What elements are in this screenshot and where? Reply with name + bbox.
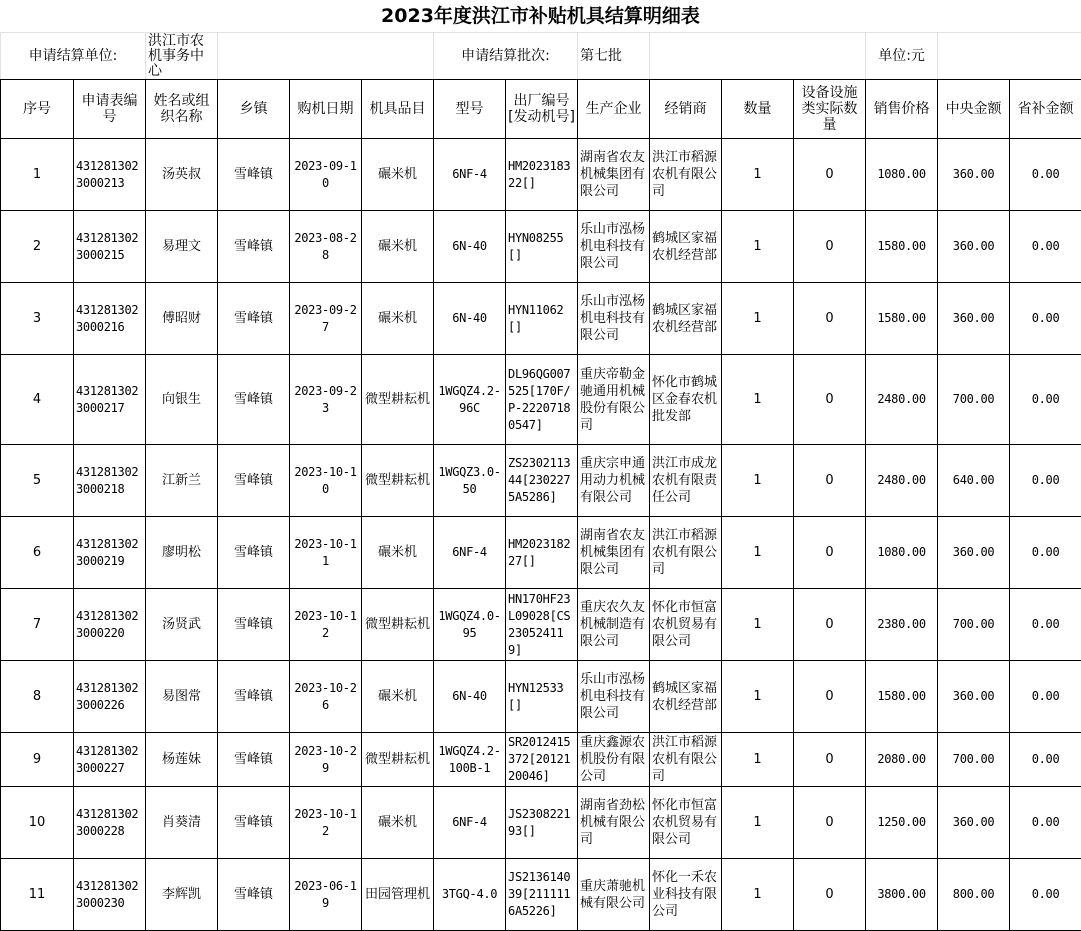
dealer: 鹤城区家福农机经营部 xyxy=(650,211,722,283)
model: 6NF-4 xyxy=(434,787,506,859)
sale-price: 2480.00 xyxy=(866,355,938,445)
facility-quantity: 0 xyxy=(794,589,866,661)
manufacturer: 重庆宗申通用动力机械有限公司 xyxy=(578,445,650,517)
purchase-date: 2023-08-28 xyxy=(290,211,362,283)
machine-category: 微型耕耘机 xyxy=(362,355,434,445)
column-header: 省补金额 xyxy=(1010,80,1081,139)
model: 1WGQZ4.2-100B-1 xyxy=(434,733,506,787)
batch-label: 申请结算批次: xyxy=(434,33,578,80)
machine-category: 微型耕耘机 xyxy=(362,589,434,661)
facility-quantity: 0 xyxy=(794,211,866,283)
township: 雪峰镇 xyxy=(218,787,290,859)
column-header: 序号 xyxy=(1,80,74,139)
dealer: 洪江市成龙农机有限责任公司 xyxy=(650,445,722,517)
machine-category: 碾米机 xyxy=(362,517,434,589)
manufacturer: 乐山市泓杨机电科技有限公司 xyxy=(578,661,650,733)
row-index: 3 xyxy=(1,283,74,355)
provincial-amount: 0.00 xyxy=(1010,859,1081,931)
provincial-amount: 0.00 xyxy=(1010,661,1081,733)
serial-number: JS213614039[2111116A5226] xyxy=(506,859,578,931)
manufacturer: 重庆鑫源农机股份有限公司 xyxy=(578,733,650,787)
column-header: 型号 xyxy=(434,80,506,139)
column-header: 乡镇 xyxy=(218,80,290,139)
quantity: 1 xyxy=(722,445,794,517)
facility-quantity: 0 xyxy=(794,517,866,589)
application-number: 4312813023000218 xyxy=(74,445,146,517)
township: 雪峰镇 xyxy=(218,283,290,355)
central-amount: 360.00 xyxy=(938,517,1010,589)
machine-category: 碾米机 xyxy=(362,283,434,355)
machine-category: 碾米机 xyxy=(362,787,434,859)
model: 6NF-4 xyxy=(434,139,506,211)
township: 雪峰镇 xyxy=(218,661,290,733)
model: 6N-40 xyxy=(434,661,506,733)
purchase-date: 2023-06-19 xyxy=(290,859,362,931)
manufacturer: 乐山市泓杨机电科技有限公司 xyxy=(578,211,650,283)
table-row xyxy=(1,517,1081,589)
manufacturer: 湖南省农友机械集团有限公司 xyxy=(578,517,650,589)
row-index: 6 xyxy=(1,517,74,589)
sale-price: 3800.00 xyxy=(866,859,938,931)
purchase-date: 2023-10-12 xyxy=(290,787,362,859)
application-number: 4312813023000227 xyxy=(74,733,146,787)
settlement-table xyxy=(0,32,1081,931)
facility-quantity: 0 xyxy=(794,859,866,931)
row-index: 2 xyxy=(1,211,74,283)
table-row xyxy=(1,787,1081,859)
provincial-amount: 0.00 xyxy=(1010,211,1081,283)
applicant-name: 易理文 xyxy=(146,211,218,283)
central-amount: 360.00 xyxy=(938,661,1010,733)
application-number: 4312813023000219 xyxy=(74,517,146,589)
application-number: 4312813023000220 xyxy=(74,589,146,661)
sale-price: 1580.00 xyxy=(866,661,938,733)
purchase-date: 2023-10-12 xyxy=(290,589,362,661)
central-amount: 360.00 xyxy=(938,283,1010,355)
table-row xyxy=(1,283,1081,355)
column-header: 设备设施类实际数量 xyxy=(794,80,866,139)
sale-price: 2480.00 xyxy=(866,445,938,517)
application-number: 4312813023000213 xyxy=(74,139,146,211)
applicant-name: 江新兰 xyxy=(146,445,218,517)
application-number: 4312813023000226 xyxy=(74,661,146,733)
township: 雪峰镇 xyxy=(218,445,290,517)
facility-quantity: 0 xyxy=(794,355,866,445)
township: 雪峰镇 xyxy=(218,355,290,445)
dealer: 怀化一禾农业科技有限公司 xyxy=(650,859,722,931)
model: 1WGQZ3.0-50 xyxy=(434,445,506,517)
serial-number: HYN12533[] xyxy=(506,661,578,733)
row-index: 11 xyxy=(1,859,74,931)
applicant-name: 傅昭财 xyxy=(146,283,218,355)
column-header: 生产企业 xyxy=(578,80,650,139)
column-header: 姓名或组织名称 xyxy=(146,80,218,139)
quantity: 1 xyxy=(722,517,794,589)
column-header: 数量 xyxy=(722,80,794,139)
serial-number: ZS230211344[2302275A5286] xyxy=(506,445,578,517)
manufacturer: 湖南省劲松机械有限公司 xyxy=(578,787,650,859)
sale-price: 1080.00 xyxy=(866,517,938,589)
serial-number: HM202318227[] xyxy=(506,517,578,589)
application-number: 4312813023000217 xyxy=(74,355,146,445)
facility-quantity: 0 xyxy=(794,283,866,355)
dealer: 鹤城区家福农机经营部 xyxy=(650,661,722,733)
applicant-name: 廖明松 xyxy=(146,517,218,589)
provincial-amount: 0.00 xyxy=(1010,787,1081,859)
dealer: 怀化市鹤城区金春农机批发部 xyxy=(650,355,722,445)
sale-price: 1250.00 xyxy=(866,787,938,859)
table-title: 2023年度洪江市补贴机具结算明细表 xyxy=(0,0,1081,33)
header-row xyxy=(1,80,1081,139)
quantity: 1 xyxy=(722,139,794,211)
row-index: 5 xyxy=(1,445,74,517)
machine-category: 微型耕耘机 xyxy=(362,445,434,517)
model: 6N-40 xyxy=(434,283,506,355)
serial-number: DL96QG007525[170F/P-22207180547] xyxy=(506,355,578,445)
model: 6N-40 xyxy=(434,211,506,283)
dealer: 洪江市稻源农机有限公司 xyxy=(650,139,722,211)
serial-number: HM202318322[] xyxy=(506,139,578,211)
purchase-date: 2023-09-23 xyxy=(290,355,362,445)
township: 雪峰镇 xyxy=(218,211,290,283)
facility-quantity: 0 xyxy=(794,661,866,733)
applicant-name: 易图常 xyxy=(146,661,218,733)
manufacturer: 重庆萧驰机械有限公司 xyxy=(578,859,650,931)
row-index: 10 xyxy=(1,787,74,859)
machine-category: 田园管理机 xyxy=(362,859,434,931)
model: 6NF-4 xyxy=(434,517,506,589)
column-header: 经销商 xyxy=(650,80,722,139)
quantity: 1 xyxy=(722,859,794,931)
table-row xyxy=(1,355,1081,445)
meta-row xyxy=(1,33,1081,80)
table-row xyxy=(1,589,1081,661)
column-header: 机具品目 xyxy=(362,80,434,139)
central-amount: 700.00 xyxy=(938,733,1010,787)
purchase-date: 2023-10-10 xyxy=(290,445,362,517)
quantity: 1 xyxy=(722,787,794,859)
central-amount: 360.00 xyxy=(938,211,1010,283)
applicant-name: 肖葵清 xyxy=(146,787,218,859)
quantity: 1 xyxy=(722,211,794,283)
township: 雪峰镇 xyxy=(218,139,290,211)
manufacturer: 湖南省农友机械集团有限公司 xyxy=(578,139,650,211)
central-amount: 800.00 xyxy=(938,859,1010,931)
provincial-amount: 0.00 xyxy=(1010,283,1081,355)
batch-value: 第七批 xyxy=(578,33,650,80)
column-header: 销售价格 xyxy=(866,80,938,139)
purchase-date: 2023-10-26 xyxy=(290,661,362,733)
model: 1WGQZ4.0-95 xyxy=(434,589,506,661)
quantity: 1 xyxy=(722,283,794,355)
applicant-name: 向银生 xyxy=(146,355,218,445)
application-number: 4312813023000216 xyxy=(74,283,146,355)
unit-label: 申请结算单位: xyxy=(1,33,146,80)
provincial-amount: 0.00 xyxy=(1010,517,1081,589)
serial-number: HN170HF23L09028[CS230524119] xyxy=(506,589,578,661)
provincial-amount: 0.00 xyxy=(1010,445,1081,517)
table-row xyxy=(1,445,1081,517)
model: 1WGQZ4.2-96C xyxy=(434,355,506,445)
machine-category: 微型耕耘机 xyxy=(362,733,434,787)
column-header: 申请表编号 xyxy=(74,80,146,139)
dealer: 洪江市稻源农机有限公司 xyxy=(650,517,722,589)
quantity: 1 xyxy=(722,355,794,445)
township: 雪峰镇 xyxy=(218,859,290,931)
applicant-name: 李辉凯 xyxy=(146,859,218,931)
township: 雪峰镇 xyxy=(218,517,290,589)
quantity: 1 xyxy=(722,733,794,787)
column-header: 购机日期 xyxy=(290,80,362,139)
dealer: 鹤城区家福农机经营部 xyxy=(650,283,722,355)
provincial-amount: 0.00 xyxy=(1010,139,1081,211)
serial-number: SR2012415372[2012120046] xyxy=(506,733,578,787)
table-row xyxy=(1,859,1081,931)
column-header: 出厂编号[发动机号] xyxy=(506,80,578,139)
application-number: 4312813023000230 xyxy=(74,859,146,931)
row-index: 9 xyxy=(1,733,74,787)
sale-price: 2080.00 xyxy=(866,733,938,787)
central-amount: 700.00 xyxy=(938,589,1010,661)
sale-price: 1580.00 xyxy=(866,211,938,283)
provincial-amount: 0.00 xyxy=(1010,355,1081,445)
table-body xyxy=(1,139,1081,931)
table-row xyxy=(1,139,1081,211)
machine-category: 碾米机 xyxy=(362,211,434,283)
row-index: 4 xyxy=(1,355,74,445)
facility-quantity: 0 xyxy=(794,139,866,211)
serial-number: JS230822193[] xyxy=(506,787,578,859)
machine-category: 碾米机 xyxy=(362,139,434,211)
dealer: 怀化市恒富农机贸易有限公司 xyxy=(650,787,722,859)
purchase-date: 2023-09-10 xyxy=(290,139,362,211)
currency-label: 单位:元 xyxy=(866,33,938,80)
township: 雪峰镇 xyxy=(218,733,290,787)
applicant-name: 杨莲妹 xyxy=(146,733,218,787)
applicant-name: 汤贤武 xyxy=(146,589,218,661)
sale-price: 1580.00 xyxy=(866,283,938,355)
quantity: 1 xyxy=(722,661,794,733)
table-row xyxy=(1,733,1081,787)
facility-quantity: 0 xyxy=(794,445,866,517)
serial-number: HYN11062[] xyxy=(506,283,578,355)
purchase-date: 2023-10-29 xyxy=(290,733,362,787)
unit-value: 洪江市农机事务中心 xyxy=(146,33,218,80)
applicant-name: 汤英叔 xyxy=(146,139,218,211)
application-number: 4312813023000228 xyxy=(74,787,146,859)
manufacturer: 乐山市泓杨机电科技有限公司 xyxy=(578,283,650,355)
serial-number: HYN08255[] xyxy=(506,211,578,283)
township: 雪峰镇 xyxy=(218,589,290,661)
machine-category: 碾米机 xyxy=(362,661,434,733)
table-row xyxy=(1,211,1081,283)
row-index: 7 xyxy=(1,589,74,661)
provincial-amount: 0.00 xyxy=(1010,589,1081,661)
facility-quantity: 0 xyxy=(794,733,866,787)
central-amount: 360.00 xyxy=(938,139,1010,211)
central-amount: 640.00 xyxy=(938,445,1010,517)
purchase-date: 2023-10-11 xyxy=(290,517,362,589)
sale-price: 2380.00 xyxy=(866,589,938,661)
central-amount: 360.00 xyxy=(938,787,1010,859)
model: 3TGQ-4.0 xyxy=(434,859,506,931)
row-index: 1 xyxy=(1,139,74,211)
column-header: 中央金额 xyxy=(938,80,1010,139)
dealer: 怀化市恒富农机贸易有限公司 xyxy=(650,589,722,661)
application-number: 4312813023000215 xyxy=(74,211,146,283)
quantity: 1 xyxy=(722,589,794,661)
facility-quantity: 0 xyxy=(794,787,866,859)
row-index: 8 xyxy=(1,661,74,733)
manufacturer: 重庆农久友机械制造有限公司 xyxy=(578,589,650,661)
provincial-amount: 0.00 xyxy=(1010,733,1081,787)
central-amount: 700.00 xyxy=(938,355,1010,445)
table-row xyxy=(1,661,1081,733)
manufacturer: 重庆帝勒金驰通用机械股份有限公司 xyxy=(578,355,650,445)
dealer: 洪江市稻源农机有限公司 xyxy=(650,733,722,787)
sale-price: 1080.00 xyxy=(866,139,938,211)
purchase-date: 2023-09-27 xyxy=(290,283,362,355)
